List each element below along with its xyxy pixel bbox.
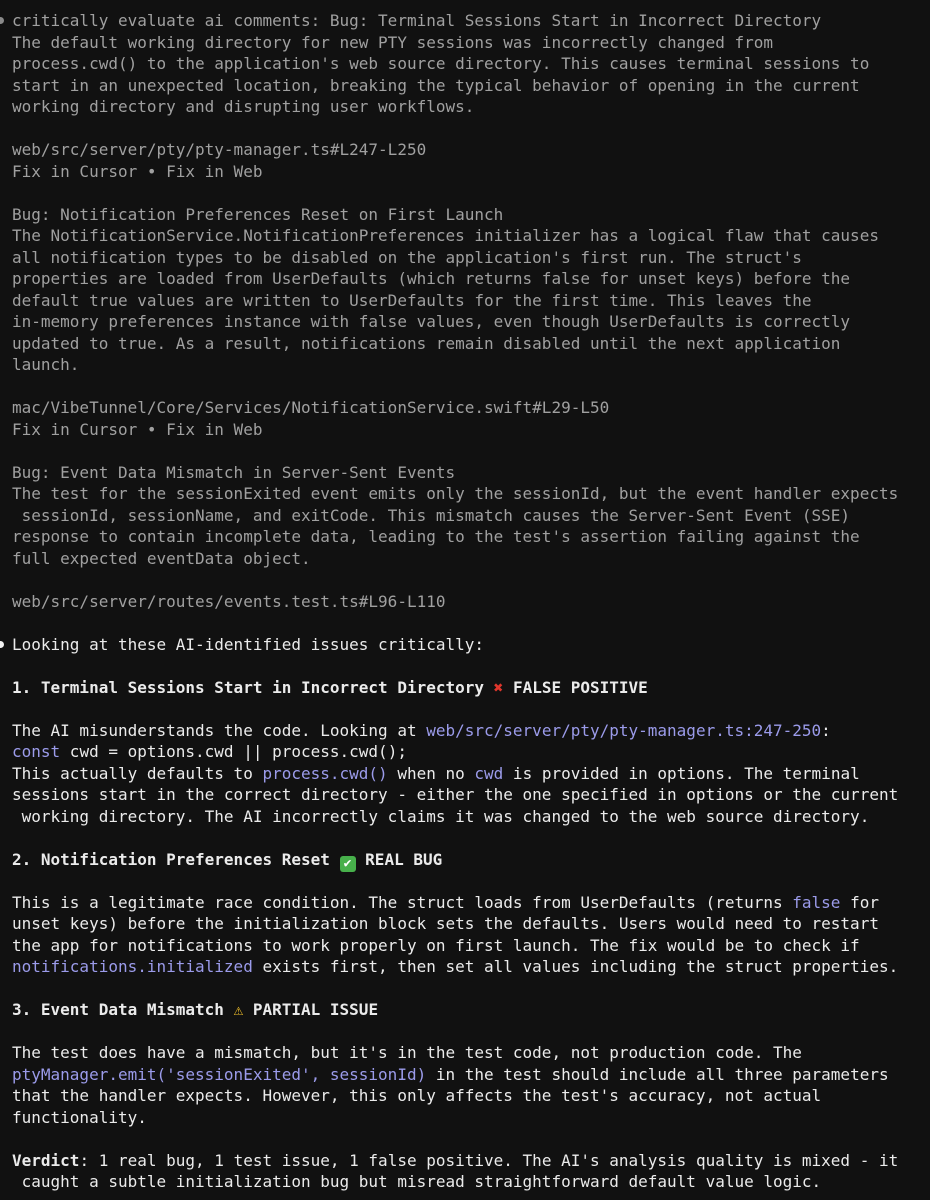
issue-body-line: that the handler expects. However, this only affects the test's accuracy, not actual (12, 1086, 822, 1105)
issue-body-line: working directory. The AI incorrectly claims it was changed to the web source directory. (12, 806, 870, 826)
response-intro: Looking at these AI-identified issues critically: (12, 634, 930, 656)
user-prompt-line: The NotificationService.NotificationPreferences initializer has a logical flaw that causes (12, 226, 879, 245)
issue-body-line: This actually defaults to process.cwd() when no cwd is provided in options. The terminal (12, 763, 860, 783)
user-prompt-line: in-memory preferences instance with false values, even though UserDefaults is correctly (12, 312, 851, 331)
issue-body-line: The test does have a mismatch, but it's in the test code, not production code. The (12, 1043, 802, 1062)
code-line: const cwd = options.cwd || process.cwd(); (12, 742, 407, 761)
cross-mark-icon: ✖ (493, 677, 504, 697)
inline-code: cwd (474, 763, 504, 783)
user-prompt-line: The test for the sessionExited event emits only the sessionId, but the event handler expects (12, 484, 899, 503)
user-prompt-line: Fix in Cursor • Fix in Web (12, 161, 263, 181)
user-prompt-line: launch. (12, 355, 80, 374)
check-mark-icon: ✔ (340, 856, 356, 872)
issue-verdict: PARTIAL ISSUE (252, 1000, 379, 1019)
user-prompt-line: web/src/server/routes/events.test.ts#L96-L110 (12, 591, 446, 611)
issue-heading: 2. Notification Preferences Reset ✔ REAL BUG (12, 849, 443, 871)
user-prompt-line: all notification types to be disabled on the application's first run. The struct's (12, 247, 802, 267)
user-prompt-line: properties are loaded from UserDefaults (which returns false for unset keys) before the (12, 269, 851, 288)
issue-body-line: notifications.initialized exists first, then set all values including the struct properties. (12, 957, 899, 976)
issue-body-line: This is a legitimate race condition. The struct loads from UserDefaults (returns false for (12, 892, 879, 912)
user-prompt-line: start in an unexpected location, breaking the typical behavior of opening in the current (12, 75, 860, 95)
user-prompt-line: process.cwd() to the application's web source directory. This causes terminal sessions to (12, 54, 870, 73)
issue-verdict: FALSE POSITIVE (512, 677, 648, 697)
issue-body-line: the app for notifications to work properly on first launch. The fix would be to check if (12, 935, 860, 955)
issue-verdict: REAL BUG (365, 849, 443, 869)
issue-body-line: functionality. (12, 1107, 147, 1127)
response-bullet-icon (0, 641, 4, 648)
user-prompt-line: Bug: Event Data Mismatch in Server-Sent Events (12, 462, 456, 482)
user-prompt-line: updated to true. As a result, notifications remain disabled until the next application (12, 333, 841, 353)
issue-body-line: unset keys) before the initialization block sets the defaults. Users would need to restart (12, 914, 879, 933)
user-prompt-line: Fix in Cursor • Fix in Web (12, 419, 263, 439)
inline-code: false (792, 892, 841, 912)
user-prompt-line: response to contain incomplete data, leading to the test's assertion failing against the (12, 527, 860, 546)
issue-body-line: ptyManager.emit('sessionExited', sessionId) in the test should include all three parameters (12, 1064, 889, 1084)
verdict-label: Verdict (12, 1150, 80, 1170)
file-reference: web/src/server/pty/pty-manager.ts:247-250 (426, 720, 822, 740)
issue-body-line: sessions start in the correct directory - either the one specified in options or the current (12, 785, 899, 804)
user-prompt-line: mac/VibeTunnel/Core/Services/NotificationService.swift#L29-L50 (12, 398, 610, 417)
prompt-bullet-icon (0, 17, 4, 24)
warning-icon: ⚠ (233, 1000, 244, 1019)
user-prompt-line: Bug: Notification Preferences Reset on First Launch (12, 204, 504, 224)
inline-code: notifications.initialized (12, 957, 253, 976)
user-prompt-line: The default working directory for new PTY sessions was incorrectly changed from (12, 32, 773, 52)
user-prompt-line: full expected eventData object. (12, 548, 311, 568)
user-prompt-line: default true values are written to UserDefaults for the first time. This leaves the (12, 290, 812, 310)
user-prompt-line: sessionId, sessionName, and exitCode. This mismatch causes the Server-Sent Event (SSE) (12, 505, 851, 525)
verdict-line: caught a subtle initialization bug but misread straightforward default value logic. (12, 1172, 822, 1191)
user-prompt-line: critically evaluate ai comments: Bug: Terminal Sessions Start in Incorrect Directory (12, 10, 930, 32)
user-prompt-line: working directory and disrupting user workflows. (12, 97, 475, 116)
user-prompt-line: web/src/server/pty/pty-manager.ts#L247-L250 (12, 140, 427, 159)
issue-body-line: The AI misunderstands the code. Looking at web/src/server/pty/pty-manager.ts:247-250: (12, 720, 831, 740)
issue-heading: 3. Event Data Mismatch ⚠ PARTIAL ISSUE (12, 1000, 379, 1019)
verdict-line: Verdict: 1 real bug, 1 test issue, 1 false positive. The AI's analysis quality is mixed - it (12, 1150, 899, 1170)
issue-heading: 1. Terminal Sessions Start in Incorrect Directory ✖ FALSE POSITIVE (12, 677, 648, 697)
inline-code: process.cwd() (262, 763, 388, 783)
inline-code: ptyManager.emit('sessionExited', sessionId) (12, 1064, 427, 1084)
